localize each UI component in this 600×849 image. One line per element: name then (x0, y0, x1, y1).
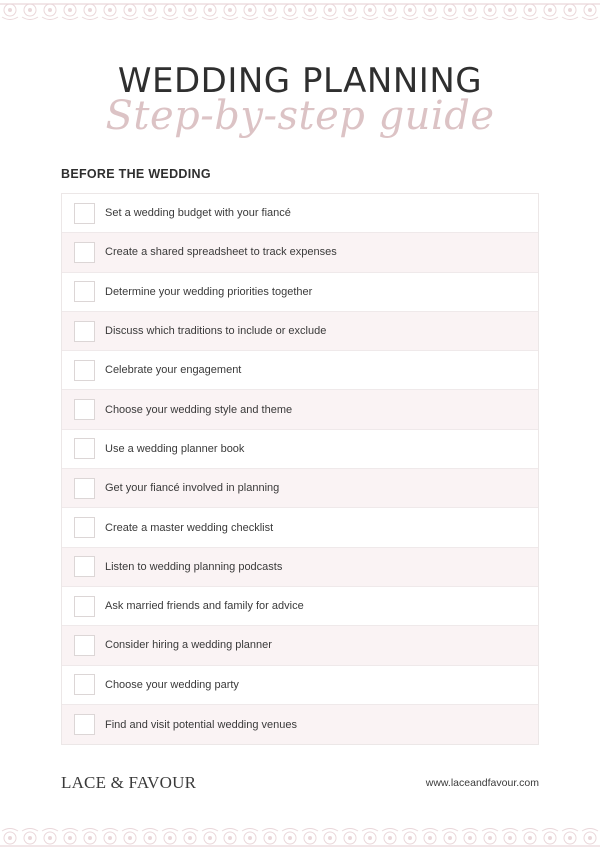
checklist-item-label: Determine your wedding priorities together (105, 285, 313, 298)
checkbox[interactable] (74, 321, 95, 342)
checklist-row (62, 312, 538, 351)
checkbox[interactable] (74, 360, 95, 381)
website-url: www.laceandfavour.com (425, 777, 539, 789)
checklist-item-label: Discuss which traditions to include or exclude (105, 325, 327, 338)
checklist-item-label: Choose your wedding style and theme (105, 403, 293, 416)
checkbox[interactable] (74, 438, 95, 459)
checkbox[interactable] (74, 714, 95, 735)
checklist-row (62, 548, 538, 587)
checklist-item-label: Create a master wedding checklist (105, 521, 274, 534)
checklist-item-label: Ask married friends and family for advice (105, 600, 304, 613)
checklist-item-label: Listen to wedding planning podcasts (105, 560, 283, 573)
checklist-item-label: Get your fiancé involved in planning (105, 482, 280, 495)
checklist-item-label: Create a shared spreadsheet to track expenses (105, 246, 337, 259)
checkbox[interactable] (74, 399, 95, 420)
checklist-item-label: Celebrate your engagement (105, 364, 242, 377)
checkbox[interactable] (74, 635, 95, 656)
checkbox[interactable] (74, 203, 95, 224)
checklist-row (62, 469, 538, 508)
lace-border-bottom (0, 825, 600, 849)
checklist-row (62, 390, 538, 429)
checklist-row (62, 587, 538, 626)
checkbox[interactable] (74, 556, 95, 577)
checklist-item-label: Consider hiring a wedding planner (105, 639, 272, 652)
checklist-item-label: Choose your wedding party (105, 678, 239, 691)
checklist-item-label: Find and visit potential wedding venues (105, 718, 298, 731)
lace-border-top (0, 0, 600, 22)
checkbox[interactable] (74, 517, 95, 538)
checklist-row (62, 626, 538, 665)
checklist-row (62, 666, 538, 705)
section-heading: BEFORE THE WEDDING (61, 167, 211, 181)
checklist-item-label: Set a wedding budget with your fiancé (105, 207, 291, 220)
checklist-row (62, 508, 538, 547)
page-subtitle: Step-by-step guide (105, 93, 495, 139)
checkbox[interactable] (74, 674, 95, 695)
checklist-row (62, 273, 538, 312)
checklist-row (62, 430, 538, 469)
page-title: WEDDING PLANNING (117, 61, 483, 101)
checklist-row (62, 194, 538, 233)
checklist-row (62, 351, 538, 390)
checklist-item-label: Use a wedding planner book (105, 442, 245, 455)
checklist-row (62, 705, 538, 744)
checkbox[interactable] (74, 281, 95, 302)
brand-logo: LACE & FAVOUR (61, 773, 197, 792)
checkbox[interactable] (74, 242, 95, 263)
checkbox[interactable] (74, 596, 95, 617)
checklist-row (62, 233, 538, 272)
checklist (61, 193, 539, 745)
checkbox[interactable] (74, 478, 95, 499)
